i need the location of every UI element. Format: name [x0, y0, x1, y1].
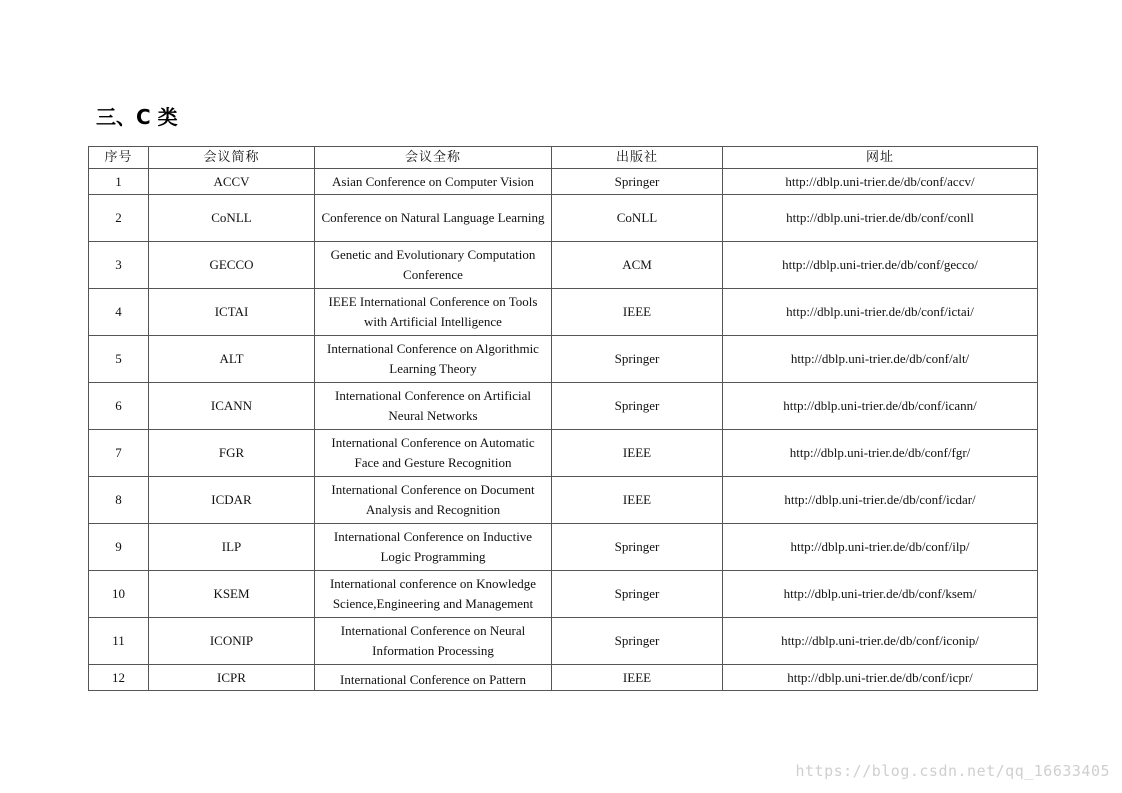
cell-url: http://dblp.uni-trier.de/db/conf/fgr/ — [723, 430, 1038, 477]
cell-index: 3 — [89, 242, 149, 289]
table-row — [89, 430, 1038, 477]
cell-short-name: KSEM — [149, 571, 315, 618]
cell-short-name: CoNLL — [149, 195, 315, 242]
cell-url: http://dblp.uni-trier.de/db/conf/conll — [723, 195, 1038, 242]
cell-index: 8 — [89, 477, 149, 524]
table-row — [89, 618, 1038, 665]
cell-url: http://dblp.uni-trier.de/db/conf/icdar/ — [723, 477, 1038, 524]
cell-index: 5 — [89, 336, 149, 383]
cell-short-name: ACCV — [149, 169, 315, 195]
cell-url: http://dblp.uni-trier.de/db/conf/gecco/ — [723, 242, 1038, 289]
section-title: 三、C 类 — [96, 105, 178, 129]
cell-url: http://dblp.uni-trier.de/db/conf/alt/ — [723, 336, 1038, 383]
cell-short-name: GECCO — [149, 242, 315, 289]
cell-publisher: ACM — [552, 242, 723, 289]
cell-index: 6 — [89, 383, 149, 430]
cell-publisher: Springer — [552, 618, 723, 665]
header-short-name: 会议简称 — [149, 147, 315, 169]
cell-url: http://dblp.uni-trier.de/db/conf/icpr/ — [723, 665, 1038, 691]
cell-index: 11 — [89, 618, 149, 665]
table-row — [89, 477, 1038, 524]
table-row — [89, 195, 1038, 242]
cell-short-name: ICDAR — [149, 477, 315, 524]
cell-full-name: International conference on Knowledge Science,Engineering and Management — [315, 571, 552, 618]
header-publisher: 出版社 — [552, 147, 723, 169]
cell-publisher: IEEE — [552, 477, 723, 524]
cell-publisher: Springer — [552, 383, 723, 430]
cell-index: 7 — [89, 430, 149, 477]
cell-short-name: FGR — [149, 430, 315, 477]
cell-publisher: CoNLL — [552, 195, 723, 242]
cell-short-name: ALT — [149, 336, 315, 383]
cell-url: http://dblp.uni-trier.de/db/conf/ilp/ — [723, 524, 1038, 571]
table-row — [89, 289, 1038, 336]
table-row — [89, 242, 1038, 289]
watermark: https://blog.csdn.net/qq_16633405 — [795, 762, 1110, 780]
cell-short-name: ICONIP — [149, 618, 315, 665]
table-row — [89, 169, 1038, 195]
cell-index: 1 — [89, 169, 149, 195]
cell-full-name: IEEE International Conference on Tools with Artificial Intelligence — [315, 289, 552, 336]
cell-full-name: Conference on Natural Language Learning — [315, 195, 552, 242]
cell-index: 9 — [89, 524, 149, 571]
cell-full-name: International Conference on Pattern — [315, 665, 552, 691]
cell-publisher: IEEE — [552, 289, 723, 336]
cell-publisher: IEEE — [552, 430, 723, 477]
table-row — [89, 571, 1038, 618]
cell-index: 4 — [89, 289, 149, 336]
cell-full-name: International Conference on Neural Information Processing — [315, 618, 552, 665]
cell-short-name: ICANN — [149, 383, 315, 430]
header-url: 网址 — [723, 147, 1038, 169]
cell-publisher: Springer — [552, 571, 723, 618]
table-row — [89, 383, 1038, 430]
cell-full-name: International Conference on Algorithmic Learning Theory — [315, 336, 552, 383]
cell-url: http://dblp.uni-trier.de/db/conf/iconip/ — [723, 618, 1038, 665]
conference-table — [88, 146, 1038, 691]
cell-full-name: Genetic and Evolutionary Computation Conference — [315, 242, 552, 289]
table-header-row — [89, 147, 1038, 169]
cell-url: http://dblp.uni-trier.de/db/conf/icann/ — [723, 383, 1038, 430]
cell-publisher: Springer — [552, 524, 723, 571]
cell-publisher: IEEE — [552, 665, 723, 691]
cell-index: 2 — [89, 195, 149, 242]
cell-full-name: International Conference on Inductive Logic Programming — [315, 524, 552, 571]
cell-url: http://dblp.uni-trier.de/db/conf/ictai/ — [723, 289, 1038, 336]
cell-full-name: Asian Conference on Computer Vision — [315, 169, 552, 195]
cell-publisher: Springer — [552, 169, 723, 195]
cell-full-name: International Conference on Artificial Neural Networks — [315, 383, 552, 430]
cell-short-name: ILP — [149, 524, 315, 571]
cell-url: http://dblp.uni-trier.de/db/conf/ksem/ — [723, 571, 1038, 618]
cell-index: 12 — [89, 665, 149, 691]
cell-full-name: International Conference on Document Analysis and Recognition — [315, 477, 552, 524]
table-row — [89, 336, 1038, 383]
cell-index: 10 — [89, 571, 149, 618]
table-row — [89, 665, 1038, 691]
header-index: 序号 — [89, 147, 149, 169]
cell-short-name: ICTAI — [149, 289, 315, 336]
cell-short-name: ICPR — [149, 665, 315, 691]
header-full-name: 会议全称 — [315, 147, 552, 169]
cell-full-name: International Conference on Automatic Face and Gesture Recognition — [315, 430, 552, 477]
table-row — [89, 524, 1038, 571]
cell-publisher: Springer — [552, 336, 723, 383]
cell-url: http://dblp.uni-trier.de/db/conf/accv/ — [723, 169, 1038, 195]
